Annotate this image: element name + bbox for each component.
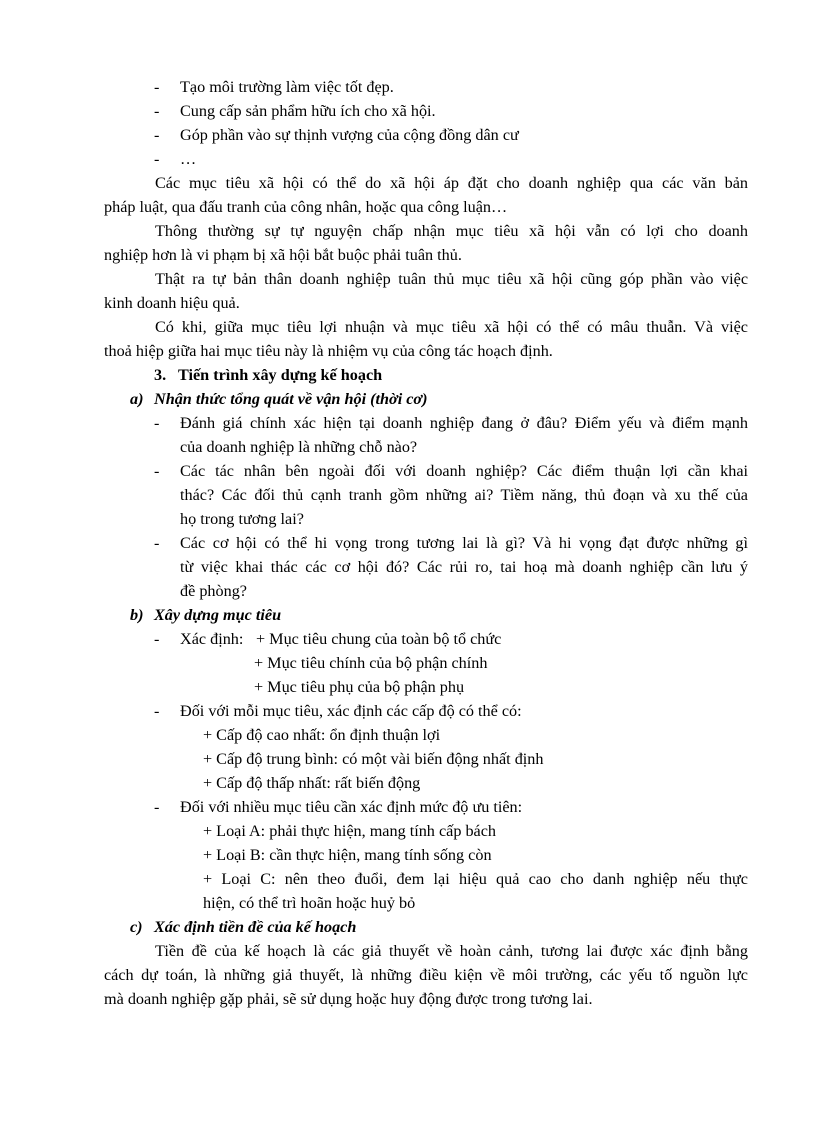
list-item-line: thác? Các đối thủ cạnh tranh gồm những ai? Tiềm năng, thủ đoạn và xu thế của	[180, 486, 748, 504]
list-item-line: đề phòng?	[180, 582, 247, 600]
bullet-dash: -	[154, 102, 160, 120]
bullet-dash: -	[154, 534, 160, 552]
sub-item: + Loại A: phải thực hiện, mang tính cấp bách	[203, 822, 497, 840]
paragraph-line: mà doanh nghiệp gặp phải, sẽ sử dụng hoặc huy động được trong tương lai.	[104, 990, 593, 1008]
subsection-title: Xây dựng mục tiêu	[154, 606, 282, 624]
sub-item: + Loại C: nên theo đuổi, đem lại hiệu quả cao cho danh nghiệp nếu thực	[203, 870, 748, 888]
paragraph-line: Tiền đề của kế hoạch là các giả thuyết về hoàn cảnh, tương lai được xác định bằng	[155, 942, 748, 960]
bullet-dash: -	[154, 702, 160, 720]
list-item-line: Các cơ hội có thể hi vọng trong tương lai là gì? Và hi vọng đạt được những gì	[180, 534, 748, 552]
list-item-line: của doanh nghiệp là những chỗ nào?	[180, 438, 418, 456]
bullet-item: Góp phần vào sự thịnh vượng của cộng đồng dân cư	[180, 126, 519, 144]
paragraph-line: cách dự toán, là những giả thuyết, là những điều kiện về môi trường, các yếu tố nguồn lực	[104, 966, 748, 984]
paragraph-line: Có khi, giữa mục tiêu lợi nhuận và mục tiêu xã hội có thể có mâu thuẫn. Và việc	[155, 318, 748, 336]
bullet-dash: -	[154, 414, 160, 432]
list-item-line: Đối với nhiều mục tiêu cần xác định mức độ ưu tiên:	[180, 798, 523, 816]
paragraph-line: Thật ra tự bản thân doanh nghiệp tuân thủ mục tiêu xã hội cũng góp phần vào việc	[155, 270, 748, 288]
sub-item: + Cấp độ thấp nhất: rất biến động	[203, 774, 421, 792]
define-item: + Mục tiêu chính của bộ phận chính	[254, 654, 488, 672]
section-number: 3.	[154, 366, 167, 384]
sub-item: + Cấp độ cao nhất: ổn định thuận lợi	[203, 726, 441, 744]
subsection-title: Xác định tiền đề của kế hoạch	[154, 918, 357, 936]
bullet-dash: -	[154, 150, 160, 168]
paragraph-line: kinh doanh hiệu quả.	[104, 294, 240, 312]
paragraph-line: Thông thường sự tự nguyện chấp nhận mục tiêu xã hội vẫn có lợi cho doanh	[155, 222, 748, 240]
bullet-dash: -	[154, 126, 160, 144]
list-item-line: Đánh giá chính xác hiện tại doanh nghiệp đang ở đâu? Điểm yếu và điểm mạnh	[180, 414, 748, 432]
bullet-item: …	[180, 150, 197, 168]
subsection-letter: a)	[130, 390, 144, 408]
subsection-letter: c)	[130, 918, 143, 936]
define-item: + Mục tiêu phụ của bộ phận phụ	[254, 678, 465, 696]
paragraph-line: thoả hiệp giữa hai mục tiêu này là nhiệm vụ của công tác hoạch định.	[104, 342, 553, 360]
define-label: Xác định:	[180, 630, 244, 648]
define-item: + Mục tiêu chung của toàn bộ tổ chức	[256, 630, 502, 648]
list-item-line: Đối với mỗi mục tiêu, xác định các cấp độ có thể có:	[180, 702, 522, 720]
paragraph-line: nghiệp hơn là vi phạm bị xã hội bắt buộc phải tuân thủ.	[104, 246, 462, 264]
bullet-item: Tạo môi trường làm việc tốt đẹp.	[180, 78, 394, 96]
bullet-dash: -	[154, 630, 160, 648]
sub-item: + Loại B: cần thực hiện, mang tính sống còn	[203, 846, 492, 864]
section-title: Tiến trình xây dựng kế hoạch	[178, 366, 383, 384]
bullet-dash: -	[154, 798, 160, 816]
bullet-dash: -	[154, 462, 160, 480]
list-item-line: họ trong tương lai?	[180, 510, 304, 528]
bullet-dash: -	[154, 78, 160, 96]
list-item-line: từ việc khai thác các cơ hội đó? Các rủi ro, tai hoạ mà doanh nghiệp cần lưu ý	[180, 558, 748, 576]
paragraph-line: pháp luật, qua đấu tranh của công nhân, hoặc qua công luận…	[104, 198, 508, 216]
subsection-title: Nhận thức tổng quát về vận hội (thời cơ)	[154, 390, 428, 408]
sub-item: + Cấp độ trung bình: có một vài biến động nhất định	[203, 750, 544, 768]
subsection-letter: b)	[130, 606, 144, 624]
bullet-item: Cung cấp sản phẩm hữu ích cho xã hội.	[180, 102, 436, 120]
sub-item: hiện, có thể trì hoãn hoặc huỷ bỏ	[203, 894, 416, 912]
paragraph-line: Các mục tiêu xã hội có thể do xã hội áp đặt cho doanh nghiệp qua các văn bản	[155, 174, 748, 192]
list-item-line: Các tác nhân bên ngoài đối với doanh nghiệp? Các điểm thuận lợi cần khai	[180, 462, 748, 480]
